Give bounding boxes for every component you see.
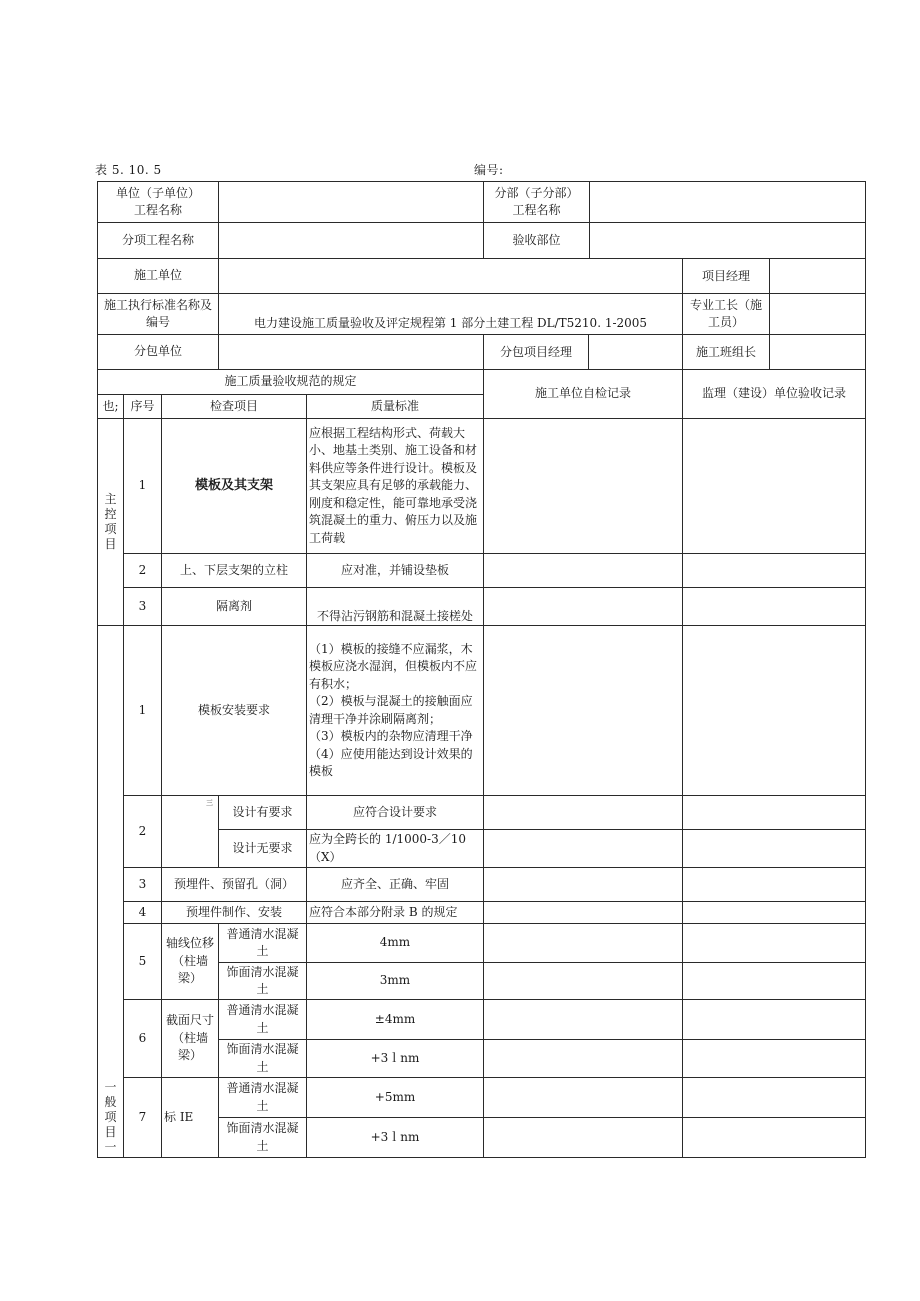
- category-header: 也;: [98, 395, 124, 419]
- acceptance-part-label: 验收部位: [484, 223, 590, 259]
- mc-row2-item: 上、下层支架的立柱: [162, 554, 307, 588]
- foreman-cell[interactable]: [683, 294, 866, 335]
- g-row7-supervision-2[interactable]: [683, 1118, 866, 1158]
- g-row3-no: 3: [124, 868, 162, 902]
- g-row2-supervision-2[interactable]: [683, 830, 866, 868]
- g-row4-self-check[interactable]: [484, 902, 683, 924]
- unit-project-name-value[interactable]: [219, 182, 484, 223]
- mc-row3-no: 3: [124, 588, 162, 626]
- standard-label: 施工执行标准名称及编号: [98, 294, 219, 335]
- g-row2-no: 2: [124, 796, 162, 868]
- supervision-header: 监理（建设）单位验收记录: [683, 370, 866, 419]
- sub-item-name-label: 分项工程名称: [98, 223, 219, 259]
- g-row4-item: 预埋件制作、安装: [162, 902, 307, 924]
- g-row6-sub1: 普通清水混凝土: [219, 1000, 307, 1040]
- sub-division-name-label: 分部（子分部） 工程名称: [484, 182, 590, 223]
- g-row5-self-check-1[interactable]: [484, 924, 683, 963]
- g-row2-sub1: 设计有要求: [219, 796, 307, 830]
- g-row6-no: 6: [124, 1000, 162, 1078]
- g-row5-supervision-1[interactable]: [683, 924, 866, 963]
- acceptance-part-value[interactable]: [590, 223, 866, 259]
- standard-value: 电力建设施工质量验收及评定规程第 1 部分土建工程 DL/T5210. 1-2005: [219, 294, 683, 335]
- g-row7-item: 标 IE: [162, 1078, 219, 1158]
- g-row2-self-check-1[interactable]: [484, 796, 683, 830]
- sub-item-name-value[interactable]: [219, 223, 484, 259]
- g-row5-sub2: 饰面清水混凝土: [219, 963, 307, 1000]
- g-row7-sub1: 普通清水混凝土: [219, 1078, 307, 1118]
- mc-row2-self-check[interactable]: [484, 554, 683, 588]
- mc-row2-standard: 应对准，并铺设垫板: [307, 554, 484, 588]
- g-row1-no: 1: [124, 626, 162, 796]
- g-row6-sub2: 饰面清水混凝土: [219, 1040, 307, 1078]
- g-row3-item: 预埋件、预留孔（洞）: [162, 868, 307, 902]
- g-row2-sub2: 设计无要求: [219, 830, 307, 868]
- self-check-header: 施工单位自检记录: [484, 370, 683, 419]
- mc-row2-supervision[interactable]: [683, 554, 866, 588]
- g-row2-tiny-mark: 三: [206, 799, 213, 807]
- g-row6-std1: ±4mm: [307, 1000, 484, 1040]
- mc-row1-no: 1: [124, 419, 162, 554]
- mc-row3-self-check[interactable]: [484, 588, 683, 626]
- g-row1-standard: [307, 626, 484, 796]
- mc-row1-item: 模板及其支架: [162, 419, 307, 554]
- g-row2-mark: [162, 796, 219, 868]
- g-row1-supervision[interactable]: [683, 626, 866, 796]
- g-row7-self-check-2[interactable]: [484, 1118, 683, 1158]
- main-control-label: 主控项目: [98, 419, 124, 626]
- g-row4-no: 4: [124, 902, 162, 924]
- mc-row1-supervision[interactable]: [683, 419, 866, 554]
- mc-row2-no: 2: [124, 554, 162, 588]
- g-row6-supervision-2[interactable]: [683, 1040, 866, 1078]
- table-number: 表 5. 10. 5: [95, 163, 162, 177]
- construction-unit-value[interactable]: [219, 259, 683, 294]
- general-label: 一般项目一: [98, 626, 124, 1158]
- subcontract-unit-label: 分包单位: [98, 335, 219, 370]
- seq-header: 序号: [124, 395, 162, 419]
- g-row7-no: 7: [124, 1078, 162, 1158]
- mc-row3-item: 隔离剂: [162, 588, 307, 626]
- project-manager-cell[interactable]: [683, 259, 866, 294]
- mc-row3-supervision[interactable]: [683, 588, 866, 626]
- g-row5-no: 5: [124, 924, 162, 1000]
- construction-unit-label: 施工单位: [98, 259, 219, 294]
- team-leader-cell[interactable]: [683, 335, 866, 370]
- g-row7-std1: +5mm: [307, 1078, 484, 1118]
- g-row5-supervision-2[interactable]: [683, 963, 866, 1000]
- mc-row1-standard: 应根据工程结构形式、荷载大小、地基土类别、施工设备和材料供应等条件进行设计。模板及其支架应具有足够的承载能力、刚度和稳定性，能可靠地承受浇筑混凝土的重力、俯压力以及施工荷载: [307, 419, 484, 554]
- mc-row3-standard: 不得沾污钢筋和混凝土接槎处: [307, 588, 484, 626]
- g-row7-supervision-1[interactable]: [683, 1078, 866, 1118]
- acceptance-record-table: [97, 181, 866, 1158]
- project-manager-label: 项目经理: [683, 259, 770, 293]
- g-row7-self-check-1[interactable]: [484, 1078, 683, 1118]
- g-row3-supervision[interactable]: [683, 868, 866, 902]
- unit-project-name-label: 单位（子单位） 工程名称: [98, 182, 219, 223]
- g-row1-std-line4: （4）应使用能达到设计效果的模板: [309, 746, 473, 778]
- g-row6-supervision-1[interactable]: [683, 1000, 866, 1040]
- g-row1-std-line2: （2）模板与混凝土的接触面应清理干净并涂刷隔离剂；: [309, 694, 473, 726]
- g-row3-self-check[interactable]: [484, 868, 683, 902]
- g-row2-std1: 应符合设计要求: [307, 796, 484, 830]
- team-leader-label: 施工班组长: [683, 335, 770, 369]
- g-row5-sub1: 普通清水混凝土: [219, 924, 307, 963]
- g-row6-item: 截面尺寸（柱墙梁）: [162, 1000, 219, 1078]
- sub-division-name-value[interactable]: [590, 182, 866, 223]
- g-row1-item: 模板安装要求: [162, 626, 307, 796]
- serial-number-label: 编号:: [474, 163, 504, 177]
- g-row4-standard: 应符合本部分附录 B 的规定: [307, 902, 484, 924]
- g-row5-self-check-2[interactable]: [484, 963, 683, 1000]
- g-row2-self-check-2[interactable]: [484, 830, 683, 868]
- g-row3-standard: 应齐全、正确、牢固: [307, 868, 484, 902]
- g-row2-std2: 应为全跨长的 1/1000-3／10（Ⅹ）: [307, 830, 484, 868]
- g-row7-sub2: 饰面清水混凝土: [219, 1118, 307, 1158]
- g-row1-self-check[interactable]: [484, 626, 683, 796]
- spec-header: 施工质量验收规范的规定: [98, 370, 484, 395]
- subcontract-unit-value[interactable]: [219, 335, 484, 370]
- foreman-label: 专业工长（施 工员）: [683, 294, 770, 334]
- g-row7-std2: +3ｌnm: [307, 1118, 484, 1158]
- g-row5-std1: 4mm: [307, 924, 484, 963]
- g-row1-std-line1: （1）模板的接缝不应漏浆，木模板应浇水湿润，但模板内不应有积水；: [309, 641, 478, 691]
- g-row2-supervision-1[interactable]: [683, 796, 866, 830]
- g-row5-item: 轴线位移（柱墙梁）: [162, 924, 219, 1000]
- subcontract-manager-cell[interactable]: [484, 335, 683, 370]
- mc-row1-self-check[interactable]: [484, 419, 683, 554]
- standard-header: 质量标准: [307, 395, 484, 419]
- g-row6-std2: +3ｌnm: [307, 1040, 484, 1078]
- g-row6-self-check-2[interactable]: [484, 1040, 683, 1078]
- item-header: 检查项目: [162, 395, 307, 419]
- g-row5-std2: 3mm: [307, 963, 484, 1000]
- subcontract-manager-label: 分包项目经理: [484, 335, 589, 369]
- g-row4-supervision[interactable]: [683, 902, 866, 924]
- g-row1-std-line3: （3）模板内的杂物应清理干净: [309, 729, 473, 743]
- g-row6-self-check-1[interactable]: [484, 1000, 683, 1040]
